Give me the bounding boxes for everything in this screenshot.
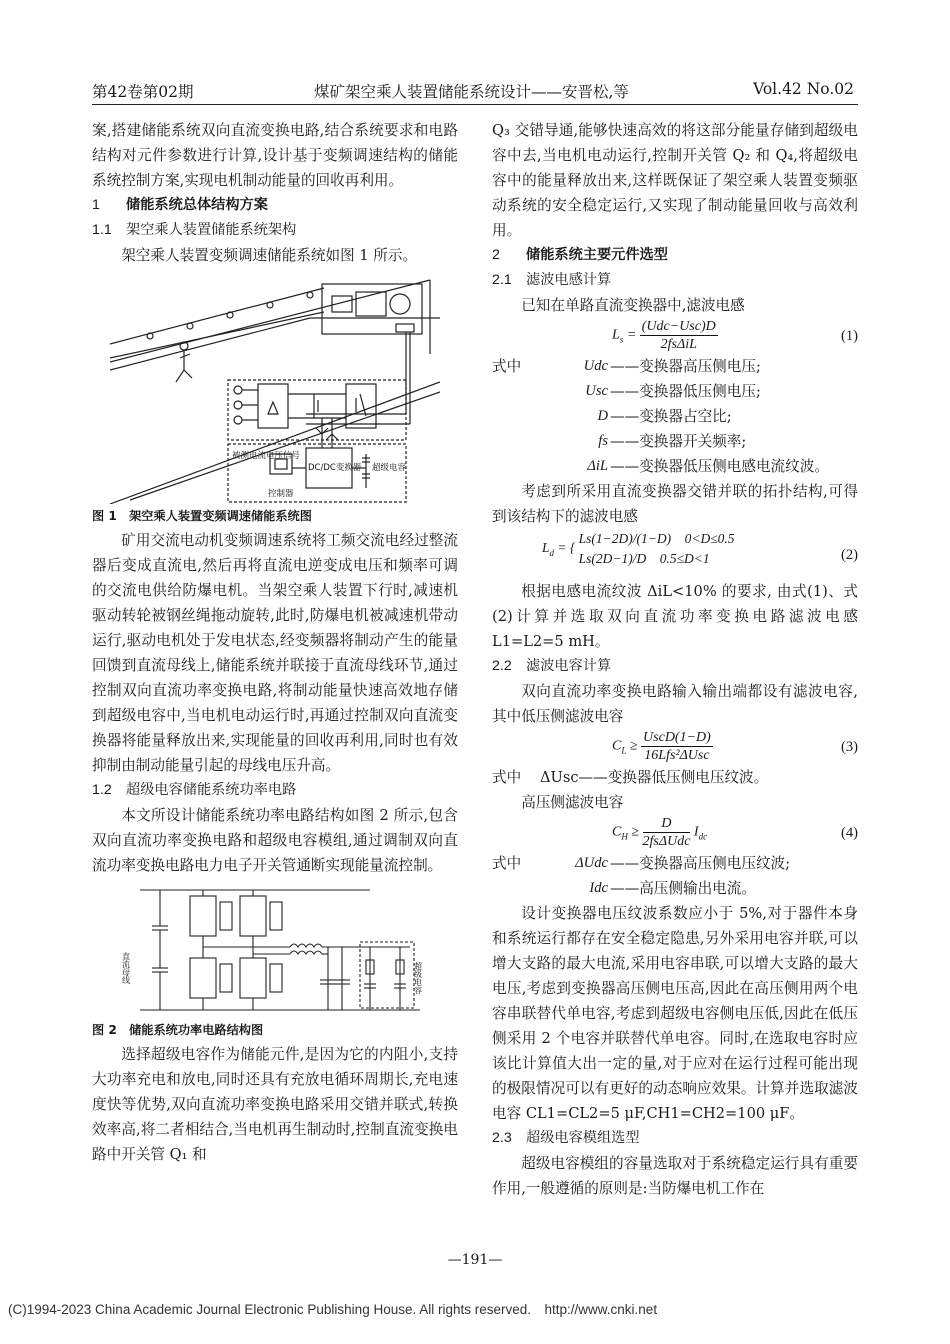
paragraph-interleave: 考虑到所采用直流变换器交错并联的拓扑结构,可得到该结构下的滤波电感 bbox=[492, 483, 858, 525]
page-number: —191— bbox=[447, 1252, 503, 1268]
running-header bbox=[92, 78, 858, 105]
definition-row: 式中 Udc ——变换器高压侧电压; bbox=[492, 358, 761, 375]
equation-4: $C_H$ ≥ $\frac{D}{\text{2fsΔUdc}}$ $I_{dc}$ (4) bbox=[612, 816, 858, 849]
equation-3: $C_L$ ≥ $\frac{\text{UscD(1−D)}}{\text{16Lfs²ΔUsc}}$ (3) bbox=[612, 730, 858, 763]
paragraph-ripple: 根据电感电流纹波 ΔiL<10% 的要求, 由式(1)、式(2)计算并选取双向直流功率变换电路滤波电感 L1=L2=5 mH。 bbox=[492, 583, 858, 650]
equation-1: $L_s$ = $\frac{\text{(Udc−Usc)D}}{\text{2fsΔiL}}$ (1) bbox=[612, 319, 858, 352]
definition-row: 式中 ΔUsc——变换器低压侧电压纹波。 bbox=[492, 769, 769, 786]
header-issue: 第42卷第02期 bbox=[92, 83, 194, 101]
figure-1-caption: 图 1 架空乘人装置变频调速储能系统图 bbox=[92, 509, 312, 523]
section-2-1-text: 已知在单路直流变换器中,滤波电感 bbox=[521, 297, 745, 314]
definition-row: 式中 ΔUdc ——变换器高压侧电压纹波; bbox=[492, 855, 791, 872]
figure-1-system-diagram bbox=[110, 274, 440, 504]
figure-2-caption: 图 2 储能系统功率电路结构图 bbox=[92, 1023, 264, 1037]
equation-1-number: (1) bbox=[840, 328, 858, 344]
fig2-label-supercap: 超级电容 bbox=[413, 962, 423, 994]
left-column bbox=[92, 118, 458, 1167]
paragraph-continued: Q₃ 交错导通,能够快速高效的将这部分能量存储到超级电容中去,当电机电动运行,控制开关管 Q₂ 和 Q₄,将超级电容中的能量释放出来,这样既保证了架空乘人装置变频驱动系统的安全稳定运行,又实现了制动能量回收与高效利用。 bbox=[492, 122, 858, 239]
fig1-label-supercap: 超级电容 bbox=[372, 463, 407, 473]
definition-row: Idc ——高压侧输出电流。 bbox=[589, 880, 756, 897]
section-2-3-text: 超级电容模组的容量选取对于系统稳定运行具有重要作用,一般遵循的原则是:当防爆电机工作在 bbox=[492, 1155, 858, 1197]
hv-cap-label: 高压侧滤波电容 bbox=[521, 794, 624, 811]
section-1-1-text: 架空乘人装置变频调速储能系统如图 1 所示。 bbox=[121, 247, 418, 264]
section-2-2-heading: 2.2 滤波电容计算 bbox=[492, 658, 612, 674]
header-title: 煤矿架空乘人装置储能系统设计——安晋松,等 bbox=[314, 83, 629, 101]
definition-row: Usc ——变换器低压侧电压; bbox=[585, 383, 761, 400]
section-1-2-text: 本文所设计储能系统功率电路结构如图 2 所示,包含双向直流功率变换电路和超级电容模组,通过调制双向直流功率变换电路电力电子开关管通断实现能量流控制。 bbox=[92, 807, 458, 874]
equation-4-number: (4) bbox=[840, 825, 858, 841]
copyright-line: (C)1994-2023 China Academic Journal Electronic Publishing House. All rights reserved. http://www.cnki.net bbox=[8, 1302, 658, 1317]
section-1-1-heading: 1.1 架空乘人装置储能系统架构 bbox=[92, 222, 297, 238]
section-2-1-heading: 2.1 滤波电感计算 bbox=[492, 272, 612, 288]
section-2-3-heading: 2.3 超级电容模组选型 bbox=[492, 1130, 640, 1146]
paragraph-select: 选择超级电容作为储能元件,是因为它的内阻小,支持大功率充电和放电,同时还具有充放电循环周期长,充电速度快等优势,双向直流功率变换电路采用交错并联式,转换效率高,将二者相结合,当电机再生制动时,控制直流变换电路中开关管 Q₁ 和 bbox=[92, 1046, 458, 1163]
definition-row: fs ——变换器开关频率; bbox=[598, 433, 747, 450]
section-2-2-text: 双向直流功率变换电路输入输出端都设有滤波电容,其中低压侧滤波电容 bbox=[492, 683, 858, 725]
fig1-label-dcdc: DC/DC变换器 bbox=[308, 463, 362, 473]
section-2-heading: 2 储能系统主要元件选型 bbox=[492, 247, 668, 263]
definition-row: ΔiL ——变换器低压侧电感电流纹波。 bbox=[587, 458, 829, 475]
fig1-label-controller: 控制器 bbox=[268, 489, 294, 499]
fig1-label-signal: 被测电流电压信号 bbox=[232, 451, 301, 461]
right-column bbox=[492, 118, 858, 1201]
equation-3-number: (3) bbox=[840, 739, 858, 755]
paragraph-motor: 矿用交流电动机变频调速系统将工频交流电经过整流器后变成直流电,然后再将直流电逆变成电压和频率可调的交流电供给防爆电机。当架空乘人装置下行时,减速机驱动转轮被钢丝绳拖动旋转,此时,防爆电机被减速机带动运行,驱动电机处于发电状态,经变频器将制动产生的能量回馈到直流母线上,储能系统并联接于直流母线环节,通过控制双向直流功率变换电路,将制动能量快速高效地存储到超级电容中,当电机电动运行时,再通过控制双向直流变换器将能量释放出来,实现能量的回收再利用,同时也有效抑制由制动能量引起的母线电压升高。 bbox=[92, 532, 458, 774]
fig2-label-dc-bus: 直流母线 bbox=[121, 952, 131, 984]
paragraph-design: 设计变换器电压纹波系数应小于 5%,对于器件本身和系统运行都存在安全稳定隐患,另外采用电容并联,可以增大支路的最大电流,采用电容串联,可以增大支路的最大电压,考虑到变换器高压侧电压高,因此在高压侧用两个电容串联替代单电容,考虑到超级电容侧电压低,因此在低压侧采用 2 个电容并联替代单电容。同时,在选取电容时应该比计算值大出一定的量,对于应对在运行过程可能出现的极限情况可以有更好的动态响应效果。计算并选取滤波电容 CL1=CL2=5 μF,CH1=CH2=100 μF。 bbox=[492, 905, 858, 1122]
section-1-heading: 1 储能系统总体结构方案 bbox=[92, 197, 268, 213]
intro-paragraph: 案,搭建储能系统双向直流变换电路,结合系统要求和电路结构对元件参数进行计算,设计基于变频调速结构的储能系统控制方案,实现电机制动能量的回收再利用。 bbox=[92, 122, 458, 189]
definition-row: D ——变换器占空比; bbox=[597, 408, 732, 425]
figure-2-circuit-diagram bbox=[120, 882, 430, 1018]
equation-2-number: (2) bbox=[840, 547, 858, 563]
equation-2: $L_d$ = { Ls(1−2D)/(1−D) 0<D≤0.5 Ls(2D−1)/D 0.5≤D<1 (2) bbox=[542, 531, 858, 566]
section-1-2-heading: 1.2 超级电容储能系统功率电路 bbox=[92, 782, 297, 798]
header-volume: Vol.42 No.02 bbox=[753, 80, 854, 98]
